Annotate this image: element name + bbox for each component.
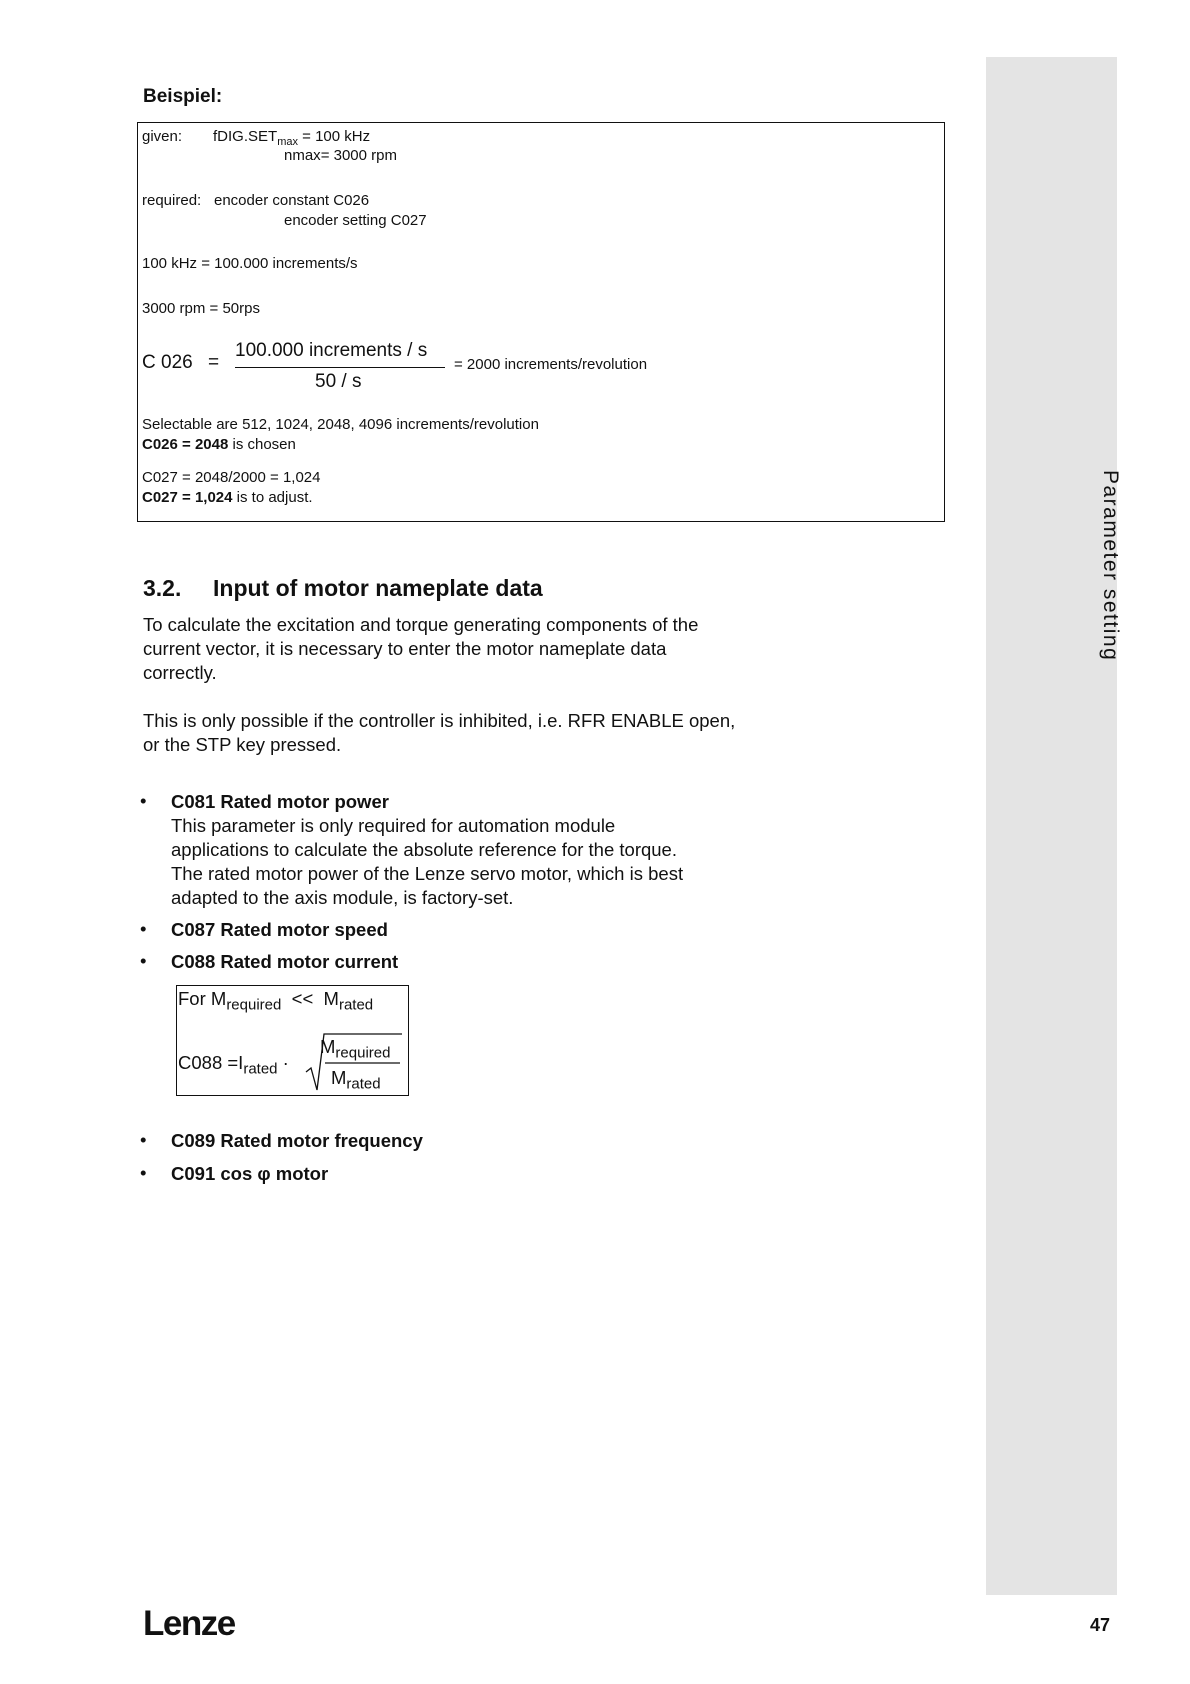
current-formula-box — [176, 985, 409, 1096]
lenze-logo: Lenze — [143, 1604, 235, 1643]
sidebar-band — [986, 57, 1117, 1595]
khz-line: 100 kHz = 100.000 increments/s — [142, 255, 358, 272]
bullet-c081: C081 Rated motor power This parameter is only required for automation module applications to calculate the absolute reference for the torque. The rated motor power of the Lenze servo motor, which is best adapted to the axis module, is factory-set. — [171, 791, 684, 908]
section-heading — [143, 575, 543, 602]
sqrt-denominator: $M_{rated}$ — [331, 1067, 381, 1093]
example-box — [137, 122, 945, 522]
bullet-symbol: • — [140, 918, 147, 939]
formula-equals: = — [208, 352, 220, 373]
adjust-line: C027 = 1,024 is to adjust. — [142, 489, 313, 506]
bullet-c087: C087 Rated motor speed — [171, 919, 388, 940]
bullet-symbol: • — [140, 950, 147, 971]
bullet-c088: C088 Rated motor current — [171, 951, 399, 972]
formula-numerator: 100.000 increments / s — [235, 340, 428, 361]
c088-formula: $C088 =I_{rated}$ · — [178, 1052, 289, 1078]
chosen-line: C026 = 2048 is chosen — [142, 436, 296, 453]
selectable-line: Selectable are 512, 1024, 2048, 4096 increments/revolution — [142, 416, 539, 433]
bullet-symbol: • — [140, 1162, 147, 1183]
given-n: nmax= 3000 rpm — [284, 147, 397, 164]
given-f: $fDIG.SET_{max} = 100$ kHz — [213, 128, 371, 148]
formula-result: = 2000 increments/revolution — [454, 356, 648, 373]
formula-lhs: C 026 — [142, 352, 193, 373]
paragraph-1: To calculate the excitation and torque generating components of the current vector, it is necessary to enter the motor nameplate data correctly. — [143, 614, 699, 683]
fraction-line — [235, 367, 445, 368]
page-number: 47 — [1090, 1615, 1111, 1635]
bullet-symbol: • — [140, 1129, 147, 1150]
sqrt-numerator: $M_{required}$ — [320, 1036, 391, 1062]
given-label: given: — [142, 128, 183, 145]
section-number: 3.2. — [143, 575, 182, 601]
paragraph-2: This is only possible if the controller is inhibited, i.e. RFR ENABLE open, or the STP key pressed. — [143, 710, 736, 755]
c027-calc-line: C027 = 2048/2000 = 1,024 — [142, 469, 321, 486]
rpm-line: 3000 rpm = 50rps — [142, 300, 260, 317]
sidebar-title: Parameter setting — [1099, 470, 1122, 662]
formula-denominator: 50 / s — [315, 371, 362, 392]
required-item-2: encoder setting C027 — [284, 212, 427, 229]
section-title: Input of motor nameplate data — [213, 575, 543, 601]
example-heading: Beispiel: — [143, 86, 223, 107]
required-label: required: — [142, 192, 202, 209]
bullet-c089: C089 Rated motor frequency — [171, 1130, 423, 1151]
bullet-symbol: • — [140, 790, 147, 811]
required-item-1: encoder constant C026 — [214, 192, 370, 209]
for-condition: For $M_{required} << M_{rated}$ — [178, 988, 374, 1014]
bullet-c091: C091 cos φ motor — [171, 1163, 329, 1184]
